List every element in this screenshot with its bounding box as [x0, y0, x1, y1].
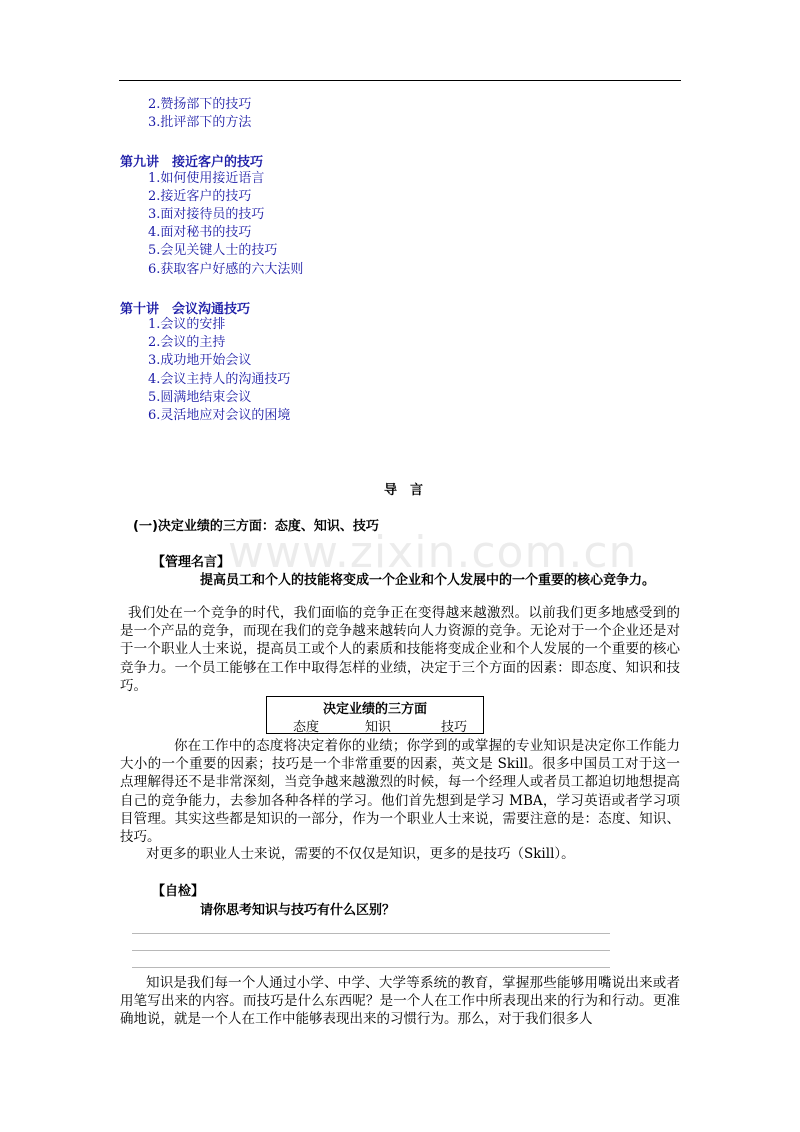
- paragraph-3: 对更多的职业人士来说，需要的不仅仅是知识，更多的是技巧（Skill）。: [146, 846, 575, 862]
- paragraph-4: 知识是我们每一个人通过小学、中学、大学等系统的教育，掌握那些能够用嘴说出来或者用笔写出来的内容。而技巧是什么东西呢？是一个人在工作中所表现出来的行为和行动。更准确地说，就是一个人在工作中能够表现出来的习惯行为。那么，对于我们很多人: [120, 975, 680, 1028]
- toc-item: 2.接近客户的技巧: [148, 189, 252, 204]
- toc-item: 5.会见关键人士的技巧: [148, 243, 278, 258]
- toc-item: 3.批评部下的方法: [148, 115, 252, 130]
- answer-line: [132, 933, 610, 934]
- self-check-label: 【自检】: [152, 884, 205, 899]
- toc-item: 1.会议的安排: [148, 317, 226, 332]
- toc-item: 2.会议的主持: [148, 335, 226, 350]
- section-subheading: (一)决定业绩的三方面：态度、知识、技巧: [133, 519, 379, 534]
- answer-line: [132, 950, 610, 951]
- table-title: 决定业绩的三方面: [322, 702, 427, 717]
- paragraph-2: 你在工作中的态度将决定着你的业绩；你学到的或掌握的专业知识是决定你工作能力大小的一个重要的因素；技巧是一个非常重要的因素，英文是 Skill。很多中国员工对于这一点理解得还不是非常深刻，当竞争越来越激烈的时候，每一个经理人或者员工都迫切地想提高自己的竞争能力，去参加各种各样的学习。他们首先想到是学习 MBA，学习英语或者学习项目管理。其实这些都是知识的一部分，作为一个职业人士来说，需要注意的是：态度、知识、技巧。: [120, 738, 680, 846]
- toc-section-10-title: 第十讲 会议沟通技巧: [120, 302, 251, 317]
- toc-item: 3.面对接待员的技巧: [148, 207, 265, 222]
- header-rule: [119, 80, 681, 81]
- toc-item: 3.成功地开始会议: [148, 353, 252, 368]
- self-check-question: 请你思考知识与技巧有什么区别？: [200, 903, 396, 918]
- management-quote: 提高员工和个人的技能将变成一个企业和个人发展中的一个重要的核心竞争力。: [200, 573, 656, 588]
- toc-item: 2.赞扬部下的技巧: [148, 97, 252, 112]
- paragraph-1: 我们处在一个竞争的时代，我们面临的竞争正在变得越来越激烈。以前我们更多地感受到的是一个产品的竞争，而现在我们的竞争越来越转向人力资源的竞争。无论对于一个企业还是对于一个职业人士来说，提高员工或个人的素质和技能将变成企业和个人发展的一个重要的核心竞争力。一个员工能够在工作中取得怎样的业绩，决定于三个方面的因素：即态度、知识和技巧。: [120, 605, 680, 694]
- watermark: www.zixin.com.cn: [228, 527, 638, 578]
- quote-label: 【管理名言】: [152, 555, 231, 570]
- toc-item: 4.面对秘书的技巧: [148, 225, 252, 240]
- table-cell: 知识: [365, 720, 392, 735]
- toc-item: 6.灵活地应对会议的困境: [148, 408, 291, 423]
- performance-factors-table: [266, 696, 484, 734]
- toc-section-9-title: 第九讲 接近客户的技巧: [120, 155, 264, 170]
- toc-item: 5.圆满地结束会议: [148, 390, 252, 405]
- toc-item: 6.获取客户好感的六大法则: [148, 262, 304, 277]
- table-cell: 态度: [293, 720, 320, 735]
- toc-item: 1.如何使用接近语言: [148, 171, 265, 186]
- toc-item: 4.会议主持人的沟通技巧: [148, 372, 291, 387]
- table-cell: 技巧: [441, 720, 468, 735]
- intro-heading: 导 言: [384, 483, 424, 498]
- answer-line: [132, 967, 610, 968]
